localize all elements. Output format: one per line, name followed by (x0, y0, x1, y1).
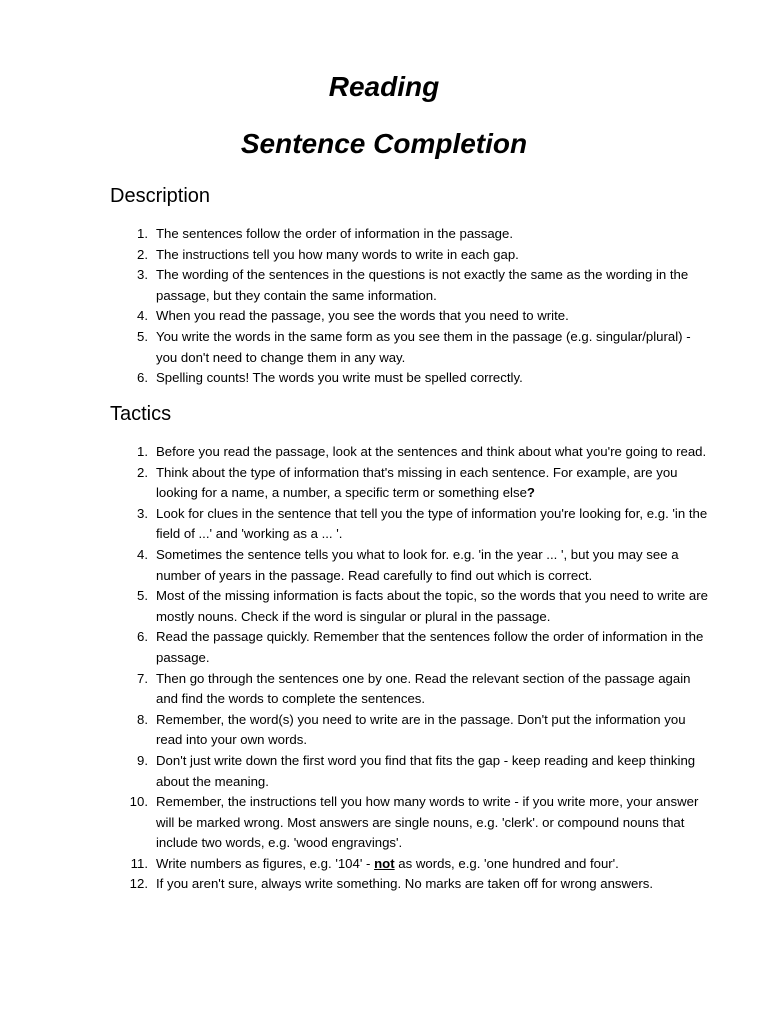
list-item (110, 265, 710, 306)
list-item (110, 306, 710, 327)
item-number: 7. (137, 670, 148, 686)
item-text: Remember, the instructions tell you how many words to write - if you write more, your answer will be marked wrong. Most answers are single nouns, e.g. 'clerk'. or compound nouns that include two words, e.g. 'wood engravings'. (156, 794, 699, 851)
tactics-heading: Tactics (110, 403, 172, 425)
list-item (110, 504, 710, 545)
item-number: 6. (137, 629, 148, 645)
item-text: Then go through the sentences one by one. Read the relevant section of the passage again and find the words to complete the sentences. (156, 670, 691, 707)
page-subtitle: Sentence Completion (240, 128, 528, 159)
item-text-after: as words, e.g. 'one hundred and four'. (394, 855, 619, 871)
list-item (110, 792, 710, 854)
item-text: The sentences follow the order of information in the passage. (156, 226, 514, 241)
item-text: Spelling counts! The words you write must be spelled correctly. (156, 370, 523, 386)
list-item (110, 245, 710, 266)
item-number: 12. (129, 876, 148, 892)
list-item (110, 751, 710, 792)
item-text: Read the passage quickly. Remember that the sentences follow the order of information in the passage. (156, 629, 704, 665)
item-text: The wording of the sentences in the questions is not exactly the same as the wording in the passage, but they contain the same information. (156, 267, 689, 303)
list-item (110, 442, 710, 463)
list-item (110, 224, 710, 245)
list-item (110, 586, 710, 627)
description-list (110, 224, 710, 389)
item-text: If you aren't sure, always write something. No marks are taken off for wrong answers. (156, 876, 654, 892)
list-item (110, 327, 710, 368)
item-number: 1. (137, 444, 148, 459)
item-number: 5. (137, 328, 148, 344)
item-text: When you read the passage, you see the words that you need to write. (156, 308, 569, 324)
description-heading: Description (110, 185, 211, 207)
item-number: 3. (137, 505, 148, 521)
item-number: 11. (130, 855, 148, 871)
tactics-list (110, 442, 710, 895)
item-number: 4. (137, 308, 148, 324)
emphasis-not: not (374, 855, 395, 871)
list-item (110, 368, 710, 389)
list-item (110, 545, 710, 586)
item-number: 2. (137, 464, 148, 480)
item-number: 5. (137, 588, 148, 604)
list-item (110, 463, 710, 504)
page-title: Reading (328, 71, 440, 102)
item-text: Don't just write down the first word you find that fits the gap - keep reading and keep thinking about the meaning. (156, 752, 696, 789)
item-text: You write the words in the same form as you see them in the passage (e.g. singular/plural) - you don't need to change them in any way. (156, 328, 691, 365)
list-item (110, 874, 710, 895)
item-number: 3. (137, 267, 148, 283)
item-number: 6. (137, 370, 148, 386)
item-number: 8. (137, 711, 148, 727)
item-number: 1. (137, 226, 148, 241)
item-text-end: ? (526, 485, 535, 501)
item-text: Sometimes the sentence tells you what to look for. e.g. 'in the year ... ', but you may see a number of years in the passage. Read carefully to find out which is correct. (156, 546, 679, 583)
item-text: Most of the missing information is facts about the topic, so the words that you need to write are mostly nouns. Check if the word is singular or plural in the passage. (156, 588, 708, 624)
item-text: Remember, the word(s) you need to write are in the passage. Don't put the information you read into your own words. (156, 711, 686, 748)
list-item (110, 710, 710, 751)
item-text: The instructions tell you how many words to write in each gap. (156, 246, 519, 262)
list-item (110, 854, 710, 875)
item-text-before: Write numbers as figures, e.g. '104' - (156, 855, 375, 871)
item-number: 4. (137, 546, 148, 562)
list-item (110, 627, 710, 668)
item-text: Look for clues in the sentence that tell you the type of information you're looking for, e.g. 'in the field of ...' and 'working as a ... '. (156, 505, 708, 542)
item-text: Before you read the passage, look at the sentences and think about what you're going to read. (156, 444, 707, 459)
item-text: Think about the type of information that's missing in each sentence. For example, are you looking for a name, a number, a specific term or something else (156, 464, 678, 501)
item-number: 9. (137, 752, 148, 768)
item-number: 2. (137, 246, 148, 262)
item-number: 10. (129, 794, 148, 810)
list-item (110, 669, 710, 710)
